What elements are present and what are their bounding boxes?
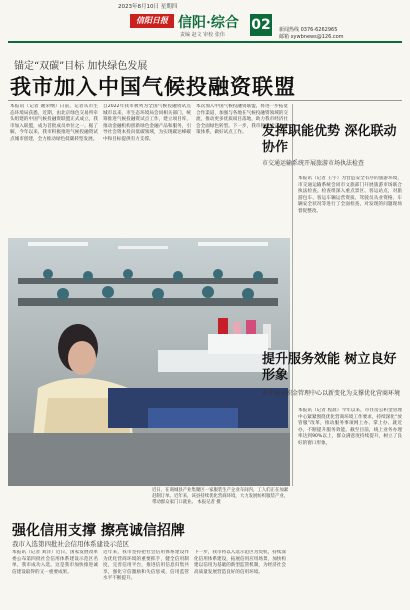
right-top-body: 本报讯（记者 王宇）为营造安全有序的旅游环境，市交通运输系统会同市文旅部门开展旅游市场联合执法检查。检查组深入重点景区、客运站点，对旅游包车、客运车辆运营资质、驾驶员从业资格、车辆安全状况等进行了全面检查，对发现的问题现场督促整改。: [298, 176, 402, 214]
right-top-headline: 发挥职能优势 深化联动协作: [262, 124, 397, 155]
contact-email: 邮箱 xywbnews@126.com: [279, 34, 344, 40]
issue-date: 2023年8月10日 星期四: [118, 4, 178, 10]
masthead-divider: [8, 41, 402, 43]
right-bottom-body: 本报讯（记者 程晨）今年以来，市住房公积金管理中心紧紧围绕优化营商环境工作要求，持续深化“放管服”改革，推动服务事项网上办、掌上办、就近办，不断提升服务效能。截至目前，线上业务办理率达到90%以上，群众满意度持续提升，树立了良好的窗口形象。: [298, 408, 402, 446]
lead-body-col2: 自2022年我市被列为全国气候投融资试点城市以来，市生态环境局会同相关部门，统筹推进气候投融资试点工作，建立项目库，推动金融机构创新绿色金融产品和服务，引导社会资本投向低碳领域，为实现碳达峰碳中和目标提供有力支撑。: [103, 104, 191, 142]
newspaper-logo: 信阳日报: [130, 14, 174, 28]
lead-body-col3: 本次加入中国气候投融资联盟，将进一步拓宽合作渠道，加强与各地在气候投融资领域的交流，推动更多优质项目落地，助力我市经济社会全面绿色转型。下一步，我市将持续完善政策体系，做好试点工作。: [196, 104, 288, 136]
factory-workers-photo: [8, 238, 290, 486]
section-title: 信阳·综合: [178, 15, 239, 31]
page-number-badge: 02: [250, 14, 272, 36]
lead-body-col1: 本报讯（记者 谢荣纲）日前，记者从市生态环境局获悉，近期，由北京绿色交易所牵头组建的中国气候投融资联盟正式成立，我市加入联盟，成为首批成员单位之一。据了解，今年以来，我市积极推进气候投融资试点城市创建，全力推动绿色低碳转型发展。: [10, 104, 98, 142]
bottom-body-col2: 近年来，我市坚持把社会信用体系建设作为优化营商环境的重要抓手，健全信用制度，完善信用平台，推进信用信息归集共享，强化守信激励和失信惩戒，信用监管水平不断提升。: [103, 550, 189, 582]
lead-kicker: 锚定“双碳”目标 加快绿色发展: [14, 61, 148, 72]
headline-divider: [8, 100, 402, 101]
right-bottom-subhead: 市住房公积金管理中心以新变化为支撑优化营商环境: [262, 390, 401, 397]
right-top-subhead: 市交通运输系统开展旅游市场执法检查: [262, 160, 365, 167]
bottom-body-col3: 下一步，我市将以入选示范区为契机，持续深化信用体系建设，拓展信用应用场景，加快构建以信用为基础的新型监管机制，为经济社会高质量发展营造良好的信用环境。: [194, 550, 286, 575]
bottom-body-col1: 本报讯（记者 刘洋）近日，国家发展改革委公布第四批社会信用体系建设示范区名单，我市成功入选。这是我市加快推进诚信建设取得的又一重要成果。: [12, 550, 98, 575]
photo-caption: 近日，在商城县产业集聚区一家服装生产企业车间内，工人们正在加紧赶制订单。近年来，该县持续优化营商环境，大力发展纺织服装产业，带动群众家门口就业。 本报记者 摄: [152, 488, 289, 505]
news-hotline: 新闻热线 0376-6262965: [279, 27, 338, 33]
right-bottom-headline: 提升服务效能 树立良好形象: [262, 352, 397, 383]
section-editors: 责编 赵文 审校 张伟: [180, 32, 225, 38]
bottom-headline: 强化信用支撑 擦亮诚信招牌: [12, 523, 185, 539]
lead-headline: 我市加入中国气候投融资联盟: [10, 74, 296, 99]
bottom-subhead: 我市入选第四批社会信用体系建设示范区: [12, 540, 129, 548]
